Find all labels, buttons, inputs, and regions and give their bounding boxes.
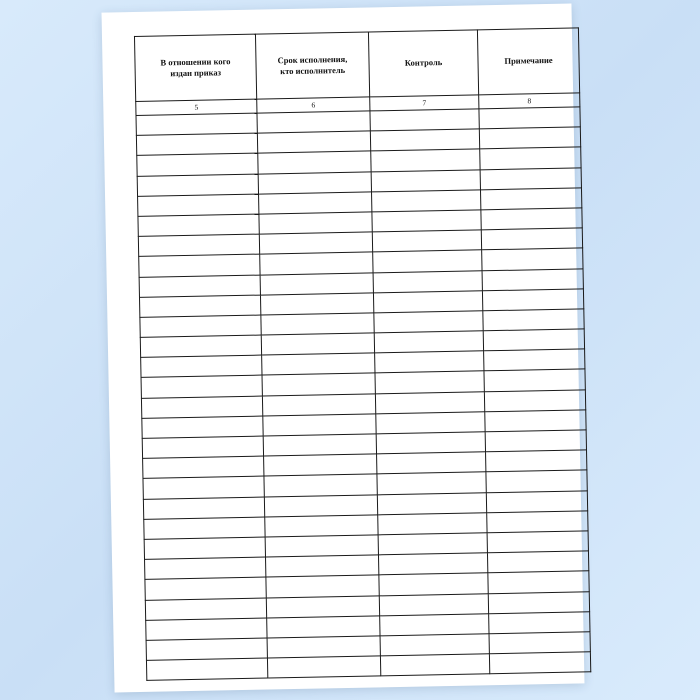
table-cell[interactable] [480, 147, 581, 169]
column-header-subject [134, 34, 256, 101]
table-cell[interactable] [143, 456, 264, 479]
table-cell[interactable] [489, 652, 590, 674]
table-cell[interactable] [145, 557, 266, 580]
table-cell[interactable] [136, 113, 257, 136]
column-header-control-label: Контроль [404, 57, 443, 69]
table-cell[interactable] [373, 291, 482, 313]
table-cell[interactable] [266, 575, 379, 597]
table-cell[interactable] [140, 335, 261, 358]
table-cell[interactable] [479, 127, 580, 149]
column-number-7: 7 [370, 95, 479, 111]
table-cell[interactable] [481, 228, 582, 250]
column-header-note-label: Примечание [504, 55, 553, 67]
form-table-container [134, 28, 554, 681]
column-header-control [368, 30, 478, 97]
table-cell[interactable] [482, 268, 583, 290]
table-cell[interactable] [480, 188, 581, 210]
table-cell[interactable] [372, 230, 481, 252]
table-cell[interactable] [483, 309, 584, 331]
table-cell[interactable] [378, 533, 487, 555]
table-cell[interactable] [267, 636, 380, 658]
table-cell[interactable] [144, 517, 265, 540]
table-cell[interactable] [136, 133, 257, 156]
table-cell[interactable] [375, 371, 484, 393]
table-cell[interactable] [379, 573, 488, 595]
table-cell[interactable] [489, 632, 590, 654]
table-cell[interactable] [257, 111, 370, 133]
table-cell[interactable] [258, 171, 371, 193]
table-cell[interactable] [379, 593, 488, 615]
table-cell[interactable] [263, 434, 376, 456]
column-header-subject-line2: издан приказ [170, 67, 222, 79]
column-header-note [477, 28, 579, 95]
table-cell[interactable] [265, 515, 378, 537]
table-cell[interactable] [146, 658, 267, 681]
table-cell[interactable] [258, 151, 371, 173]
table-cell[interactable] [380, 613, 489, 635]
table-cell[interactable] [265, 535, 378, 557]
table-cell[interactable] [138, 194, 259, 217]
table-cell[interactable] [143, 497, 264, 520]
table-cell[interactable] [481, 208, 582, 230]
table-cell[interactable] [372, 190, 481, 212]
table-cell[interactable] [486, 490, 587, 512]
table-cell[interactable] [372, 210, 481, 232]
table-cell[interactable] [261, 333, 374, 355]
table-cell[interactable] [485, 430, 586, 452]
table-cell[interactable] [138, 214, 259, 237]
table-cell[interactable] [484, 369, 585, 391]
table-cell[interactable] [137, 174, 258, 197]
table-cell[interactable] [262, 394, 375, 416]
table-cell[interactable] [144, 537, 265, 560]
table-cell[interactable] [377, 472, 486, 494]
column-number-8: 8 [479, 93, 580, 109]
table-cell[interactable] [479, 107, 580, 129]
table-body [136, 107, 591, 681]
table-cell[interactable] [259, 232, 372, 254]
table-cell[interactable] [145, 598, 266, 621]
column-number-6: 6 [257, 97, 370, 113]
table-cell[interactable] [484, 349, 585, 371]
table-cell[interactable] [373, 250, 482, 272]
column-number-5: 5 [136, 99, 257, 115]
table-cell[interactable] [139, 295, 260, 318]
column-header-deadline-line2: кто исполнитель [280, 64, 346, 77]
table-cell[interactable] [485, 410, 586, 432]
table-cell[interactable] [488, 591, 589, 613]
table-cell[interactable] [375, 351, 484, 373]
table-header [134, 28, 579, 116]
table-cell[interactable] [259, 212, 372, 234]
table-cell[interactable] [487, 511, 588, 533]
table-cell[interactable] [487, 551, 588, 573]
table-cell[interactable] [141, 355, 262, 378]
table-cell[interactable] [264, 454, 377, 476]
table-cell[interactable] [480, 167, 581, 189]
table-cell[interactable] [142, 436, 263, 459]
table-cell[interactable] [140, 315, 261, 338]
table-cell[interactable] [142, 416, 263, 439]
table-cell[interactable] [264, 474, 377, 496]
table-cell[interactable] [483, 329, 584, 351]
table-cell[interactable] [257, 131, 370, 153]
table-cell[interactable] [139, 254, 260, 277]
table-cell[interactable] [262, 353, 375, 375]
table-cell[interactable] [371, 149, 480, 171]
column-header-deadline [255, 32, 369, 99]
column-header-subject-line1: В отношении кого [160, 55, 231, 67]
table-cell[interactable] [260, 272, 373, 294]
table-cell[interactable] [259, 192, 372, 214]
table-cell[interactable] [141, 375, 262, 398]
table-cell[interactable] [137, 153, 258, 176]
table-cell[interactable] [370, 129, 479, 151]
table-cell[interactable] [380, 634, 489, 656]
table-cell[interactable] [260, 293, 373, 315]
table-cell[interactable] [266, 555, 379, 577]
table-cell[interactable] [374, 331, 483, 353]
table-cell[interactable] [139, 275, 260, 298]
table-cell[interactable] [488, 571, 589, 593]
table-cell[interactable] [143, 476, 264, 499]
table-cell[interactable] [260, 252, 373, 274]
table-cell[interactable] [371, 169, 480, 191]
table-cell[interactable] [373, 270, 482, 292]
table-cell[interactable] [486, 470, 587, 492]
table-cell[interactable] [489, 612, 590, 634]
table-cell[interactable] [145, 577, 266, 600]
table-cell[interactable] [146, 638, 267, 661]
table-cell[interactable] [261, 313, 374, 335]
table-cell[interactable] [146, 618, 267, 641]
table-cell[interactable] [482, 289, 583, 311]
table-cell[interactable] [267, 616, 380, 638]
table-cell[interactable] [482, 248, 583, 270]
table-cell[interactable] [377, 452, 486, 474]
table-cell[interactable] [376, 432, 485, 454]
paper-sheet [102, 4, 585, 693]
table-cell[interactable] [266, 595, 379, 617]
table-cell[interactable] [370, 109, 479, 131]
column-header-deadline-line1: Срок исполнения, [277, 53, 348, 65]
table-cell[interactable] [375, 391, 484, 413]
table-cell[interactable] [262, 373, 375, 395]
table-cell[interactable] [141, 396, 262, 419]
table-cell[interactable] [380, 654, 489, 676]
table-cell[interactable] [264, 494, 377, 516]
table-cell[interactable] [486, 450, 587, 472]
table-cell[interactable] [378, 553, 487, 575]
table-cell[interactable] [263, 414, 376, 436]
table-cell[interactable] [267, 656, 380, 678]
table-cell[interactable] [374, 311, 483, 333]
table-cell[interactable] [138, 234, 259, 257]
table-header-row [134, 28, 579, 102]
table-cell[interactable] [487, 531, 588, 553]
table-cell[interactable] [484, 389, 585, 411]
form-table [134, 27, 591, 681]
table-cell[interactable] [378, 513, 487, 535]
table-cell[interactable] [377, 492, 486, 514]
table-cell[interactable] [376, 412, 485, 434]
